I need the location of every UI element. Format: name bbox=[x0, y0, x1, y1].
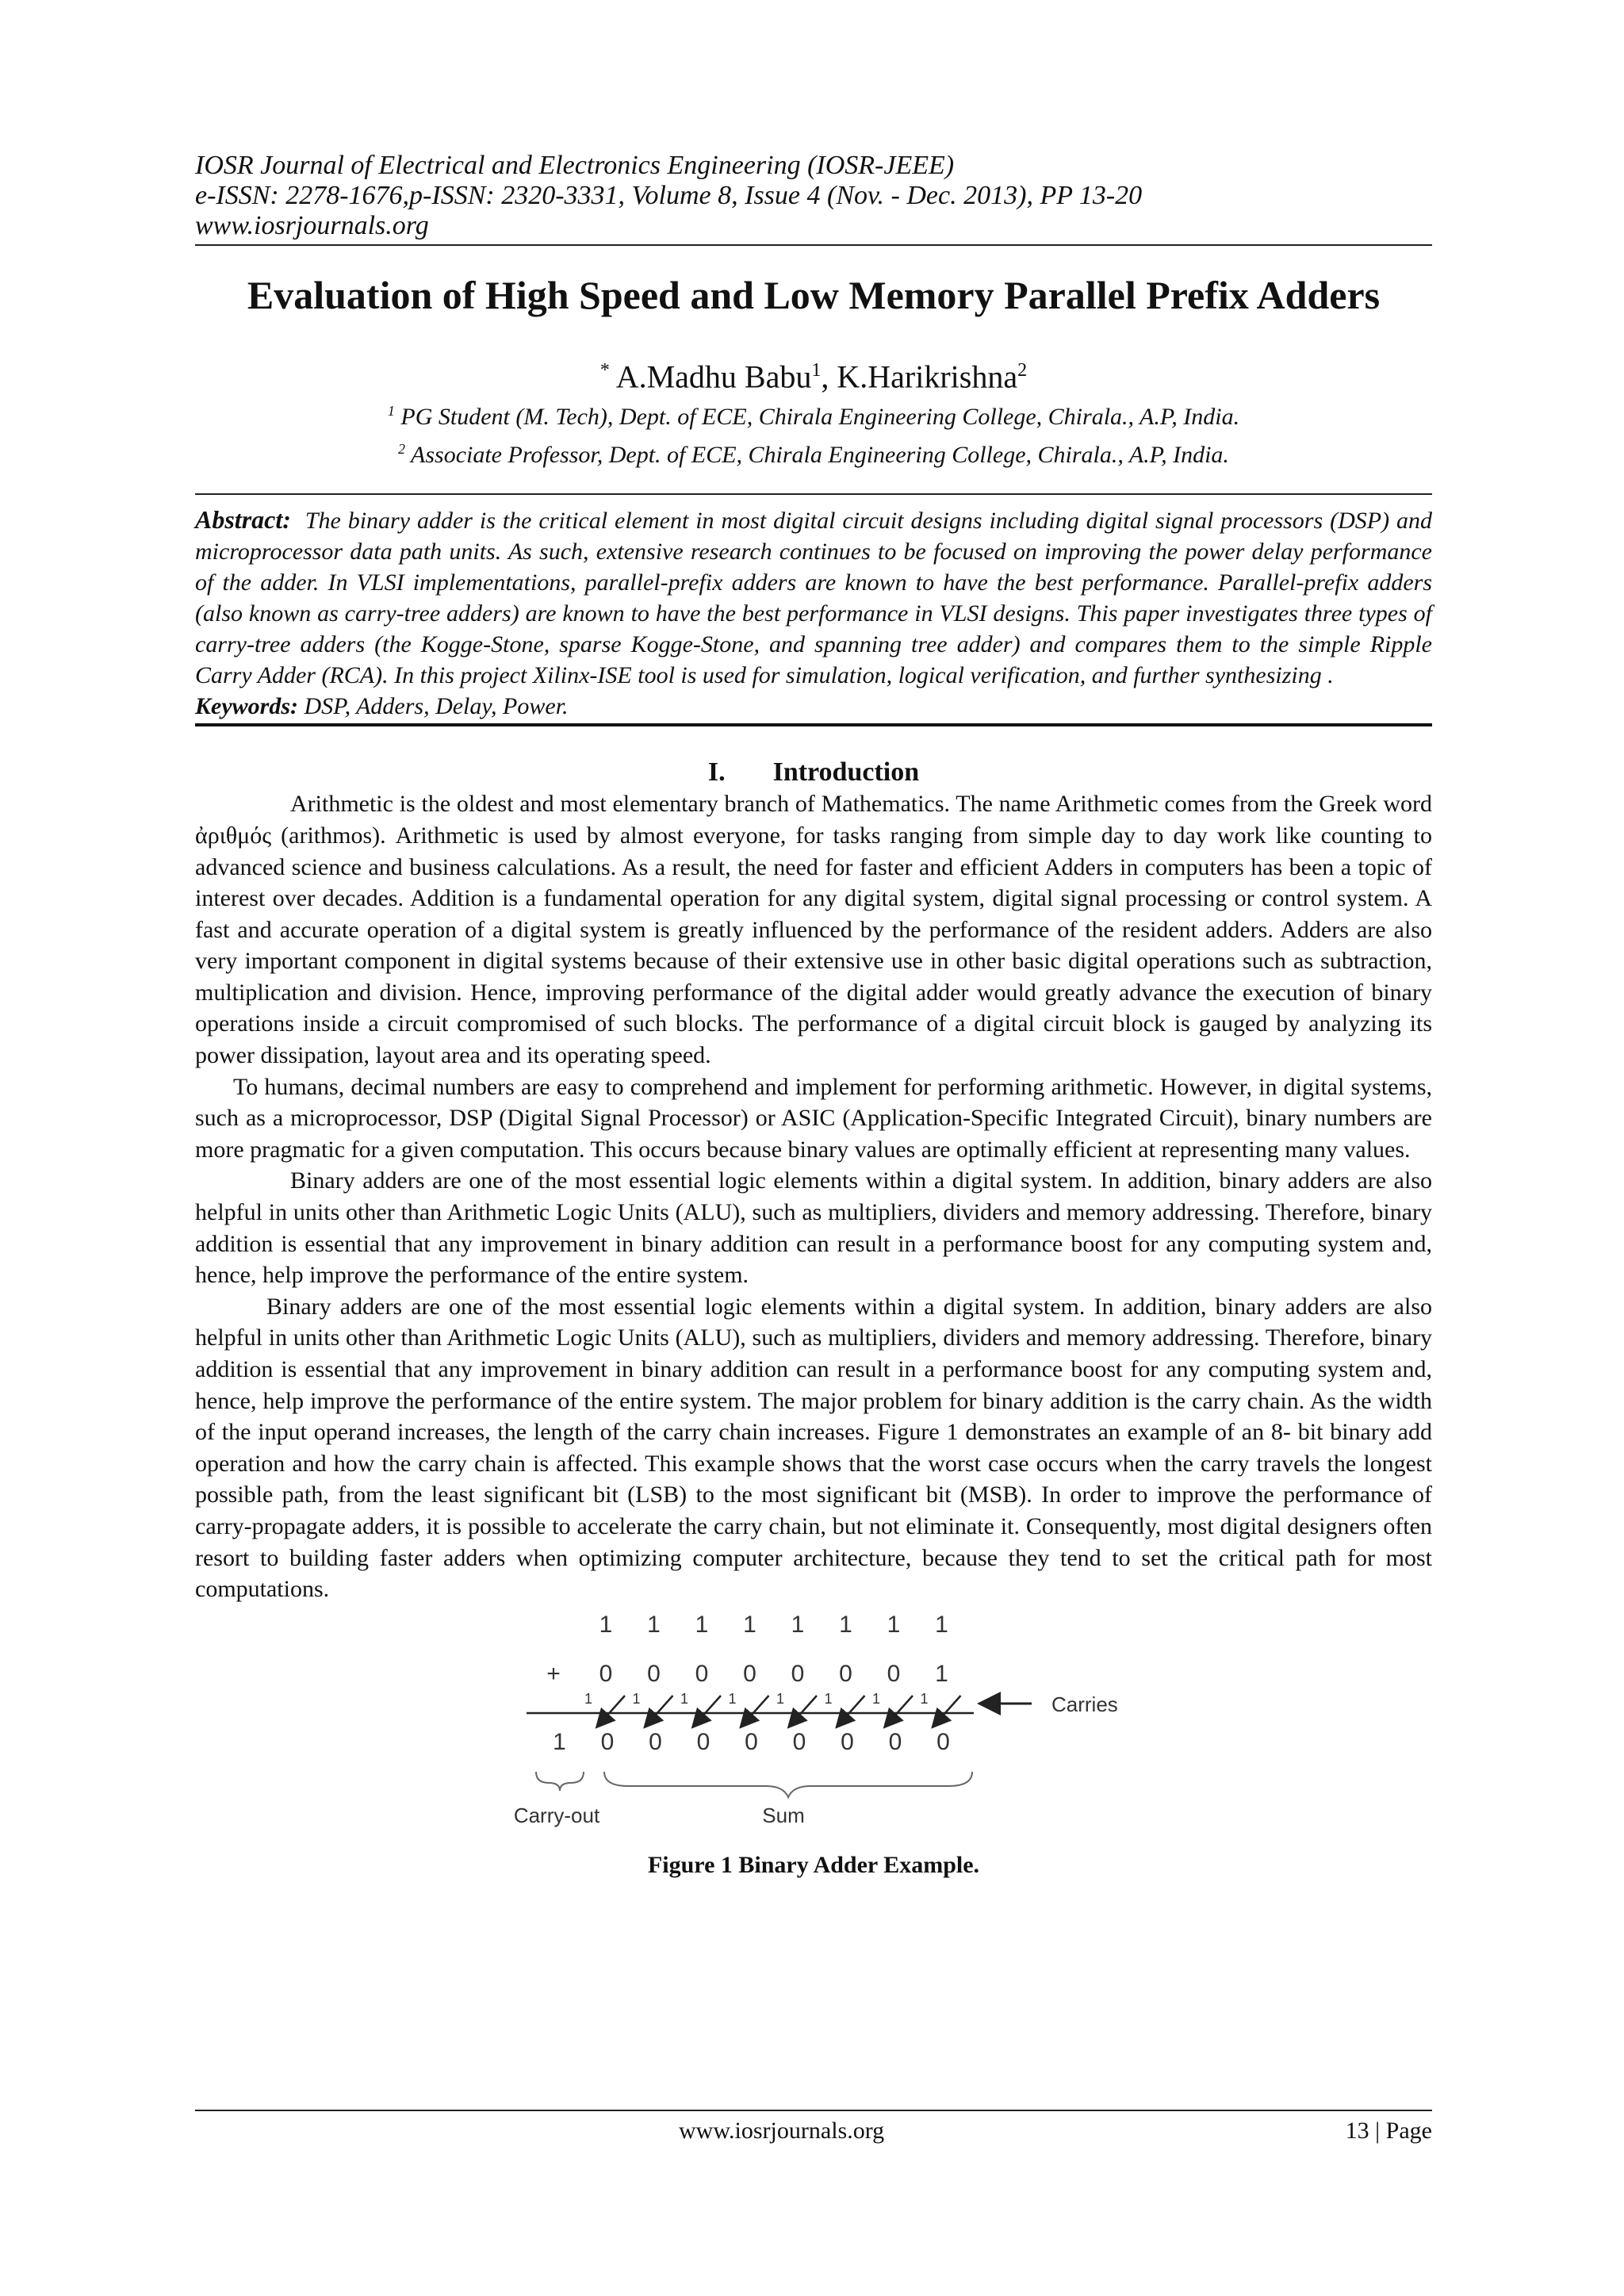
result-digit: 0 bbox=[649, 1728, 662, 1755]
addend-digit: 1 bbox=[791, 1611, 805, 1638]
result-digit: 0 bbox=[600, 1728, 615, 1755]
carries-label: Carries bbox=[1051, 1692, 1118, 1716]
augend-digit: 0 bbox=[887, 1660, 901, 1687]
carry-digit: 1 bbox=[680, 1690, 689, 1707]
carry-arrow bbox=[934, 1696, 961, 1726]
carry-digit: 1 bbox=[776, 1690, 785, 1707]
figure-caption: Figure 1 Binary Adder Example. bbox=[647, 1851, 980, 1878]
addend-digit: 1 bbox=[935, 1611, 948, 1638]
abstract-text: The binary adder is the critical element in most digital circuit designs including digital signal processors (DSP) and microprocessor data path units. As such, extensive research continues to be focused on improving the power delay performance of the adder. In VLSI implementations, parallel-prefix adders are known to have the best performance. Parallel-prefix adders (also known as carry-tree adders) are known to have the best performance in VLSI designs. This paper investigates three types of carry-tree adders (the Kogge-Stone, sparse Kogge-Stone, and spanning tree adder) and compares them to the simple Ripple Carry Adder (RCA). In this project Xilinx-ISE tool is used for simulation, logical verification, and further synthesizing . bbox=[195, 508, 1432, 689]
header-rule bbox=[195, 244, 1432, 246]
augend-digit: 0 bbox=[647, 1660, 661, 1687]
affiliation-2-text: Associate Professor, Dept. of ECE, Chirala Engineering College, Chirala., A.P, India. bbox=[411, 442, 1229, 469]
affiliation-2 bbox=[195, 433, 1432, 471]
result-digit: 0 bbox=[841, 1728, 854, 1755]
carry-digit: 1 bbox=[632, 1690, 641, 1707]
abstract-bottom-rule bbox=[195, 723, 1432, 726]
result-digit: 0 bbox=[936, 1728, 950, 1755]
journal-issn: e-ISSN: 2278-1676,p-ISSN: 2320-3331, Volume 8, Issue 4 (Nov. - Dec. 2013), PP 13-20 bbox=[195, 181, 1143, 210]
augend-digit: 0 bbox=[791, 1660, 805, 1687]
authors bbox=[195, 352, 1432, 395]
keywords bbox=[195, 691, 1432, 722]
augend-digit: 0 bbox=[599, 1660, 613, 1687]
augend-digit: 0 bbox=[839, 1660, 852, 1687]
carry-out-brace bbox=[536, 1772, 584, 1791]
carry-digit: 1 bbox=[920, 1690, 929, 1707]
affiliation-2-sup: 2 bbox=[398, 441, 406, 458]
addend-digit: 1 bbox=[647, 1611, 661, 1638]
carry-digit: 1 bbox=[871, 1690, 881, 1707]
result-digit: 0 bbox=[792, 1728, 806, 1755]
paragraph-3: Binary adders are one of the most essential logic elements within a digital system. In addition, binary adders are also helpful in units other than Arithmetic Logic Units (ALU), such as multipliers, dividers and memory addressing. Therefore, binary addition is essential that any improvement in binary addition can result in a performance boost for any computing system and, hence, help improve the performance of the entire system. bbox=[195, 1167, 1432, 1289]
affiliation-1-sup: 1 bbox=[387, 403, 395, 420]
journal-name: IOSR Journal of Electrical and Electronics Engineering (IOSR-JEEE) bbox=[195, 151, 955, 180]
keywords-label: Keywords: bbox=[195, 693, 298, 720]
carry-arrow bbox=[694, 1696, 721, 1726]
addend-digit: 1 bbox=[695, 1611, 709, 1638]
abstract-top-rule bbox=[195, 493, 1432, 495]
carry-arrow bbox=[646, 1696, 673, 1726]
paper-title: Evaluation of High Speed and Low Memory Parallel Prefix Adders bbox=[247, 273, 1381, 317]
result-digit: 0 bbox=[745, 1728, 758, 1755]
journal-url[interactable]: www.iosrjournals.org bbox=[195, 211, 429, 240]
paragraph-2: To humans, decimal numbers are easy to comprehend and implement for performing arithmetic. However, in digital systems, such as a microprocessor, DSP (Digital Signal Processor) or ASIC (Application-Specific Integrated Circuit), binary numbers are more pragmatic for a given computation. This occurs because binary values are optimally efficient at representing many values. bbox=[195, 1073, 1432, 1163]
carry-digit: 1 bbox=[584, 1690, 593, 1707]
section-heading bbox=[195, 757, 1432, 788]
addend-digit: 1 bbox=[887, 1611, 901, 1638]
carry-arrow bbox=[598, 1696, 625, 1726]
augend-digit: 0 bbox=[743, 1660, 756, 1687]
author-1: A.Madhu Babu bbox=[615, 358, 812, 395]
result-digit: 0 bbox=[696, 1728, 710, 1755]
carry-digit: 1 bbox=[824, 1690, 833, 1707]
affiliation-1 bbox=[195, 395, 1432, 433]
paragraph-4: Binary adders are one of the most essential logic elements within a digital system. In addition, binary adders are also helpful in units other than Arithmetic Logic Units (ALU), such as multipliers, dividers and memory addressing. Therefore, binary addition is essential that any improvement in binary addition can result in a performance boost for any computing system and, hence, help improve the performance of the entire system. The major problem for binary addition is the carry chain. As the width of the input operand increases, the length of the carry chain increases. Figure 1 demonstrates an example of an 8- bit binary add operation and how the carry chain is affected. This example shows that the worst case occurs when the carry travels the longest possible path, from the least significant bit (LSB) to the most significant bit (MSB). In order to improve the performance of carry-propagate adders, it is possible to accelerate the carry chain, but not eliminate it. Consequently, most digital designers often resort to building faster adders when optimizing computer architecture, because they tend to set the critical path for most computations. bbox=[195, 1293, 1432, 1603]
paragraph-1: Arithmetic is the oldest and most elementary branch of Mathematics. The name Arithmetic comes from the Greek word ἀριθμός (arithmos). Arithmetic is used by almost everyone, for tasks ranging from simple day to day work like counting to advanced science and business calculations. As a result, the need for faster and efficient Adders in computers has been a topic of interest over decades. Addition is a fundamental operation for any digital system, digital signal processing or control system. A fast and accurate operation of a digital system is greatly influenced by the performance of the resident adders. Adders are also very important component in digital systems because of their extensive use in other basic digital operations such as subtraction, multiplication and division. Hence, improving performance of the digital adder would greatly advance the execution of binary operations inside a circuit compromised of such blocks. The performance of a digital circuit block is gauged by analyzing its power dissipation, layout area and its operating speed. bbox=[195, 791, 1432, 1069]
carry-out-label: Carry-out bbox=[513, 1803, 600, 1827]
carry-arrow bbox=[886, 1696, 913, 1726]
addend-digit: 1 bbox=[839, 1611, 852, 1638]
addend-digit: 1 bbox=[599, 1611, 613, 1638]
carry-digit: 1 bbox=[728, 1690, 737, 1707]
result-digit: 1 bbox=[553, 1728, 566, 1755]
author-sep: , bbox=[821, 358, 837, 395]
section-number: I. bbox=[707, 757, 726, 788]
page-footer bbox=[195, 2110, 1432, 2144]
plus-sign: + bbox=[546, 1660, 561, 1687]
keywords-text: DSP, Adders, Delay, Power. bbox=[304, 693, 569, 720]
abstract-label: Abstract: bbox=[195, 505, 291, 535]
author-2-sup: 2 bbox=[1017, 360, 1028, 381]
author-2: K.Harikrishna bbox=[837, 358, 1018, 395]
author-1-sup: 1 bbox=[811, 360, 822, 381]
affiliation-1-text: PG Student (M. Tech), Dept. of ECE, Chirala Engineering College, Chirala., A.P, India. bbox=[400, 404, 1240, 431]
section-title: Introduction bbox=[772, 757, 920, 788]
carry-arrow bbox=[742, 1696, 769, 1726]
page bbox=[195, 151, 1432, 1880]
page-number: 13 | Page bbox=[1345, 2118, 1432, 2144]
augend-digit: 1 bbox=[935, 1660, 948, 1687]
figure-1 bbox=[195, 1605, 1432, 1851]
carry-arrow bbox=[790, 1696, 817, 1726]
binary-adder-diagram bbox=[195, 1605, 1432, 1843]
corresponding-mark: * bbox=[599, 360, 610, 381]
journal-header bbox=[195, 151, 1432, 241]
abstract bbox=[195, 504, 1432, 691]
sum-label: Sum bbox=[762, 1803, 805, 1827]
footer-url[interactable]: www.iosrjournals.org bbox=[679, 2118, 885, 2144]
sum-brace bbox=[604, 1772, 972, 1797]
carry-arrow bbox=[838, 1696, 865, 1726]
result-digit: 0 bbox=[888, 1728, 902, 1755]
augend-digit: 0 bbox=[695, 1660, 709, 1687]
addend-digit: 1 bbox=[743, 1611, 756, 1638]
